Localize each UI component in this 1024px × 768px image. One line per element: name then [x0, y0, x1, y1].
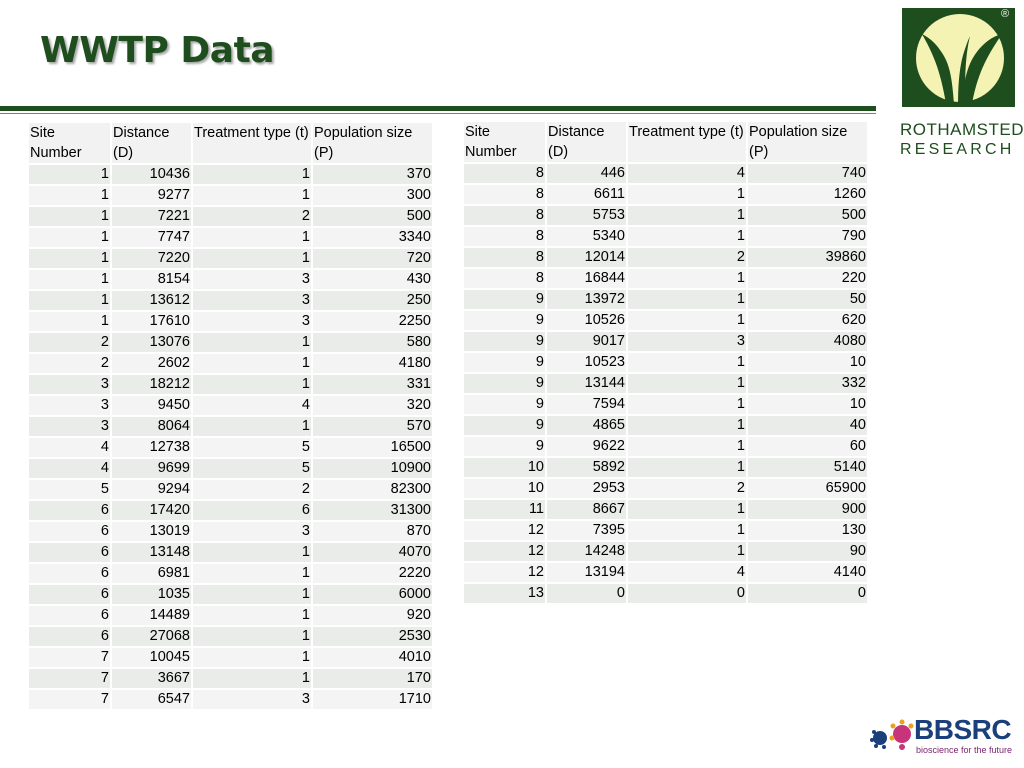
table-row: [29, 522, 434, 543]
cell-population-size: 500: [313, 207, 434, 228]
cell-treatment-type: 1: [628, 311, 748, 332]
cell-distance: 13972: [547, 290, 628, 311]
cell-site-number: 9: [464, 395, 547, 416]
cell-site-number: 9: [464, 437, 547, 458]
cell-treatment-type: 5: [193, 438, 313, 459]
cell-treatment-type: 3: [193, 312, 313, 333]
table-row: [464, 290, 869, 311]
cell-distance: 5340: [547, 227, 628, 248]
cell-distance: 5753: [547, 206, 628, 227]
table-row: [464, 311, 869, 332]
table-row: [464, 227, 869, 248]
cell-population-size: 1260: [748, 185, 869, 206]
cell-population-size: 332: [748, 374, 869, 395]
cell-population-size: 2530: [313, 627, 434, 648]
cell-population-size: 10900: [313, 459, 434, 480]
cell-treatment-type: 1: [628, 416, 748, 437]
cell-distance: 7395: [547, 521, 628, 542]
cell-site-number: 10: [464, 479, 547, 500]
table-row: [464, 353, 869, 374]
cell-population-size: 331: [313, 375, 434, 396]
table-row: [464, 269, 869, 290]
cell-distance: 12738: [112, 438, 193, 459]
cell-treatment-type: 2: [193, 480, 313, 501]
cell-treatment-type: 1: [193, 228, 313, 249]
cell-treatment-type: 1: [193, 543, 313, 564]
cell-distance: 13019: [112, 522, 193, 543]
cell-treatment-type: 1: [193, 669, 313, 690]
table-row: [29, 606, 434, 627]
cell-site-number: 3: [29, 375, 112, 396]
cell-population-size: 220: [748, 269, 869, 290]
cell-distance: 7747: [112, 228, 193, 249]
cell-site-number: 2: [29, 354, 112, 375]
cell-site-number: 12: [464, 542, 547, 563]
cell-treatment-type: 1: [628, 458, 748, 479]
cell-population-size: 1710: [313, 690, 434, 711]
cell-population-size: 900: [748, 500, 869, 521]
cell-population-size: 130: [748, 521, 869, 542]
cell-site-number: 6: [29, 585, 112, 606]
table-row: [464, 248, 869, 269]
cell-distance: 8064: [112, 417, 193, 438]
cell-site-number: 8: [464, 269, 547, 290]
cell-population-size: 920: [313, 606, 434, 627]
cell-distance: 446: [547, 164, 628, 185]
cell-population-size: 10: [748, 353, 869, 374]
cell-distance: 3667: [112, 669, 193, 690]
table-row: [29, 438, 434, 459]
cell-site-number: 6: [29, 564, 112, 585]
logo-text-rothamsted: ROTHAMSTED: [900, 120, 1024, 139]
table-row: [29, 585, 434, 606]
header-population-size: Population size (P): [313, 123, 434, 165]
cell-treatment-type: 1: [193, 606, 313, 627]
cell-site-number: 9: [464, 290, 547, 311]
cell-treatment-type: 1: [628, 227, 748, 248]
cell-site-number: 1: [29, 312, 112, 333]
cell-population-size: 720: [313, 249, 434, 270]
cell-distance: 6981: [112, 564, 193, 585]
cell-treatment-type: 3: [193, 522, 313, 543]
cell-population-size: 4080: [748, 332, 869, 353]
table-row: [464, 374, 869, 395]
cell-treatment-type: 1: [628, 269, 748, 290]
table-row: [29, 228, 434, 249]
cell-treatment-type: 1: [628, 290, 748, 311]
cell-treatment-type: 1: [628, 374, 748, 395]
table-row: [464, 521, 869, 542]
cell-population-size: 370: [313, 165, 434, 186]
cell-site-number: 5: [29, 480, 112, 501]
cell-distance: 10436: [112, 165, 193, 186]
cell-treatment-type: 1: [193, 354, 313, 375]
cell-site-number: 9: [464, 311, 547, 332]
cell-population-size: 580: [313, 333, 434, 354]
cell-treatment-type: 1: [628, 395, 748, 416]
cell-site-number: 9: [464, 374, 547, 395]
table-row: [29, 165, 434, 186]
cell-site-number: 7: [29, 669, 112, 690]
cell-treatment-type: 6: [193, 501, 313, 522]
cell-site-number: 1: [29, 186, 112, 207]
cell-population-size: 250: [313, 291, 434, 312]
cell-distance: 13612: [112, 291, 193, 312]
cell-population-size: 620: [748, 311, 869, 332]
cell-distance: 13148: [112, 543, 193, 564]
cell-distance: 5892: [547, 458, 628, 479]
table-row: [29, 669, 434, 690]
cell-treatment-type: 4: [193, 396, 313, 417]
cell-distance: 9017: [547, 332, 628, 353]
cell-population-size: 82300: [313, 480, 434, 501]
cell-population-size: 790: [748, 227, 869, 248]
cell-treatment-type: 1: [193, 375, 313, 396]
cell-site-number: 9: [464, 353, 547, 374]
cell-population-size: 4070: [313, 543, 434, 564]
table-row: [464, 500, 869, 521]
cell-distance: 17420: [112, 501, 193, 522]
table-row: [29, 648, 434, 669]
cell-site-number: 13: [464, 584, 547, 605]
cell-distance: 27068: [112, 627, 193, 648]
table-row: [29, 690, 434, 711]
cell-treatment-type: 4: [628, 164, 748, 185]
cell-distance: 9622: [547, 437, 628, 458]
cell-site-number: 12: [464, 563, 547, 584]
cell-site-number: 9: [464, 332, 547, 353]
cell-distance: 6611: [547, 185, 628, 206]
cell-treatment-type: 3: [628, 332, 748, 353]
cell-population-size: 570: [313, 417, 434, 438]
cell-distance: 16844: [547, 269, 628, 290]
table-row: [29, 543, 434, 564]
cell-distance: 2602: [112, 354, 193, 375]
table-row: [464, 584, 869, 605]
cell-distance: 4865: [547, 416, 628, 437]
cell-site-number: 6: [29, 606, 112, 627]
cell-site-number: 7: [29, 690, 112, 711]
header-site-number: Site Number: [464, 122, 547, 164]
cell-population-size: 870: [313, 522, 434, 543]
cell-site-number: 4: [29, 438, 112, 459]
table-row: [29, 249, 434, 270]
cell-population-size: 4140: [748, 563, 869, 584]
table-row: [29, 480, 434, 501]
cell-treatment-type: 1: [193, 186, 313, 207]
rothamsted-logo-icon: [902, 8, 1015, 107]
table-row: [464, 563, 869, 584]
cell-site-number: 12: [464, 521, 547, 542]
logo-text-research: RESEARCH: [900, 141, 1015, 158]
cell-distance: 14248: [547, 542, 628, 563]
header-site-number: Site Number: [29, 123, 112, 165]
cell-treatment-type: 1: [628, 206, 748, 227]
cell-distance: 13076: [112, 333, 193, 354]
cell-distance: 14489: [112, 606, 193, 627]
cell-distance: 7221: [112, 207, 193, 228]
cell-treatment-type: 1: [628, 353, 748, 374]
cell-treatment-type: 2: [628, 479, 748, 500]
cell-distance: 12014: [547, 248, 628, 269]
cell-distance: 9294: [112, 480, 193, 501]
title-divider-thin: [0, 113, 876, 114]
table-row: [464, 395, 869, 416]
cell-distance: 1035: [112, 585, 193, 606]
bbsrc-tagline: bioscience for the future: [916, 745, 1013, 755]
table-row: [464, 542, 869, 563]
table-row: [29, 291, 434, 312]
cell-distance: 18212: [112, 375, 193, 396]
cell-site-number: 11: [464, 500, 547, 521]
cell-treatment-type: 1: [193, 417, 313, 438]
cell-site-number: 2: [29, 333, 112, 354]
cell-population-size: 90: [748, 542, 869, 563]
cell-distance: 7594: [547, 395, 628, 416]
table-row: [29, 186, 434, 207]
table-row: [29, 417, 434, 438]
cell-population-size: 4180: [313, 354, 434, 375]
cell-treatment-type: 1: [628, 542, 748, 563]
table-row: [464, 206, 869, 227]
table-row: [29, 375, 434, 396]
table-row: [29, 501, 434, 522]
cell-population-size: 39860: [748, 248, 869, 269]
cell-population-size: 65900: [748, 479, 869, 500]
cell-treatment-type: 1: [628, 185, 748, 206]
table-row: [464, 437, 869, 458]
cell-distance: 17610: [112, 312, 193, 333]
cell-site-number: 1: [29, 207, 112, 228]
cell-treatment-type: 1: [193, 648, 313, 669]
table-row: [464, 164, 869, 185]
cell-site-number: 8: [464, 206, 547, 227]
cell-treatment-type: 3: [193, 270, 313, 291]
cell-treatment-type: 1: [628, 437, 748, 458]
cell-population-size: 300: [313, 186, 434, 207]
table-row: [464, 416, 869, 437]
cell-population-size: 430: [313, 270, 434, 291]
cell-distance: 2953: [547, 479, 628, 500]
cell-distance: 10526: [547, 311, 628, 332]
table-row: [464, 458, 869, 479]
cell-population-size: 170: [313, 669, 434, 690]
cell-population-size: 60: [748, 437, 869, 458]
cell-population-size: 31300: [313, 501, 434, 522]
wwtp-table-right: [464, 122, 869, 605]
cell-treatment-type: 3: [193, 690, 313, 711]
cell-distance: 9450: [112, 396, 193, 417]
cell-treatment-type: 1: [193, 333, 313, 354]
cell-distance: 0: [547, 584, 628, 605]
cell-distance: 6547: [112, 690, 193, 711]
cell-site-number: 1: [29, 249, 112, 270]
cell-distance: 10523: [547, 353, 628, 374]
cell-treatment-type: 5: [193, 459, 313, 480]
table-row: [464, 332, 869, 353]
cell-site-number: 3: [29, 417, 112, 438]
cell-population-size: 5140: [748, 458, 869, 479]
header-distance: Distance (D): [547, 122, 628, 164]
table-row: [29, 627, 434, 648]
cell-site-number: 1: [29, 270, 112, 291]
cell-population-size: 50: [748, 290, 869, 311]
header-population-size: Population size (P): [748, 122, 869, 164]
table-row: [29, 312, 434, 333]
cell-site-number: 6: [29, 522, 112, 543]
cell-site-number: 3: [29, 396, 112, 417]
cell-population-size: 3340: [313, 228, 434, 249]
bbsrc-name: BBSRC: [914, 714, 1012, 745]
cell-treatment-type: 1: [628, 521, 748, 542]
cell-treatment-type: 1: [193, 249, 313, 270]
cell-treatment-type: 1: [628, 500, 748, 521]
registered-mark: ®: [1001, 8, 1010, 20]
cell-treatment-type: 3: [193, 291, 313, 312]
table-row: [29, 459, 434, 480]
table-row: [29, 270, 434, 291]
cell-population-size: 4010: [313, 648, 434, 669]
cell-distance: 8154: [112, 270, 193, 291]
cell-distance: 13144: [547, 374, 628, 395]
table-row: [464, 185, 869, 206]
cell-population-size: 740: [748, 164, 869, 185]
cell-site-number: 8: [464, 185, 547, 206]
cell-site-number: 9: [464, 416, 547, 437]
cell-population-size: 2250: [313, 312, 434, 333]
table-row: [29, 564, 434, 585]
cell-distance: 7220: [112, 249, 193, 270]
cell-site-number: 1: [29, 291, 112, 312]
cell-site-number: 1: [29, 165, 112, 186]
cell-population-size: 2220: [313, 564, 434, 585]
cell-site-number: 4: [29, 459, 112, 480]
slide-title: WWTP Data: [40, 30, 275, 71]
cell-population-size: 6000: [313, 585, 434, 606]
cell-treatment-type: 1: [193, 627, 313, 648]
cell-site-number: 8: [464, 248, 547, 269]
cell-treatment-type: 4: [628, 563, 748, 584]
cell-site-number: 10: [464, 458, 547, 479]
cell-population-size: 0: [748, 584, 869, 605]
cell-population-size: 16500: [313, 438, 434, 459]
cell-site-number: 1: [29, 228, 112, 249]
header-distance: Distance (D): [112, 123, 193, 165]
cell-population-size: 320: [313, 396, 434, 417]
wwtp-table-left: [29, 123, 434, 711]
table-row: [29, 207, 434, 228]
cell-site-number: 7: [29, 648, 112, 669]
cell-distance: 13194: [547, 563, 628, 584]
cell-treatment-type: 2: [193, 207, 313, 228]
cell-treatment-type: 0: [628, 584, 748, 605]
table-row: [29, 333, 434, 354]
title-divider: [0, 106, 876, 111]
table-row: [29, 354, 434, 375]
cell-distance: 8667: [547, 500, 628, 521]
cell-treatment-type: 1: [193, 165, 313, 186]
header-treatment-type: Treatment type (t): [628, 122, 748, 164]
cell-treatment-type: 2: [628, 248, 748, 269]
cell-site-number: 8: [464, 164, 547, 185]
cell-treatment-type: 1: [193, 564, 313, 585]
cell-population-size: 500: [748, 206, 869, 227]
cell-distance: 9699: [112, 459, 193, 480]
cell-population-size: 40: [748, 416, 869, 437]
cell-distance: 10045: [112, 648, 193, 669]
cell-distance: 9277: [112, 186, 193, 207]
cell-site-number: 6: [29, 627, 112, 648]
cell-population-size: 10: [748, 395, 869, 416]
cell-site-number: 8: [464, 227, 547, 248]
table-row: [29, 396, 434, 417]
table-row: [464, 479, 869, 500]
header-treatment-type: Treatment type (t): [193, 123, 313, 165]
cell-treatment-type: 1: [193, 585, 313, 606]
cell-site-number: 6: [29, 501, 112, 522]
cell-site-number: 6: [29, 543, 112, 564]
